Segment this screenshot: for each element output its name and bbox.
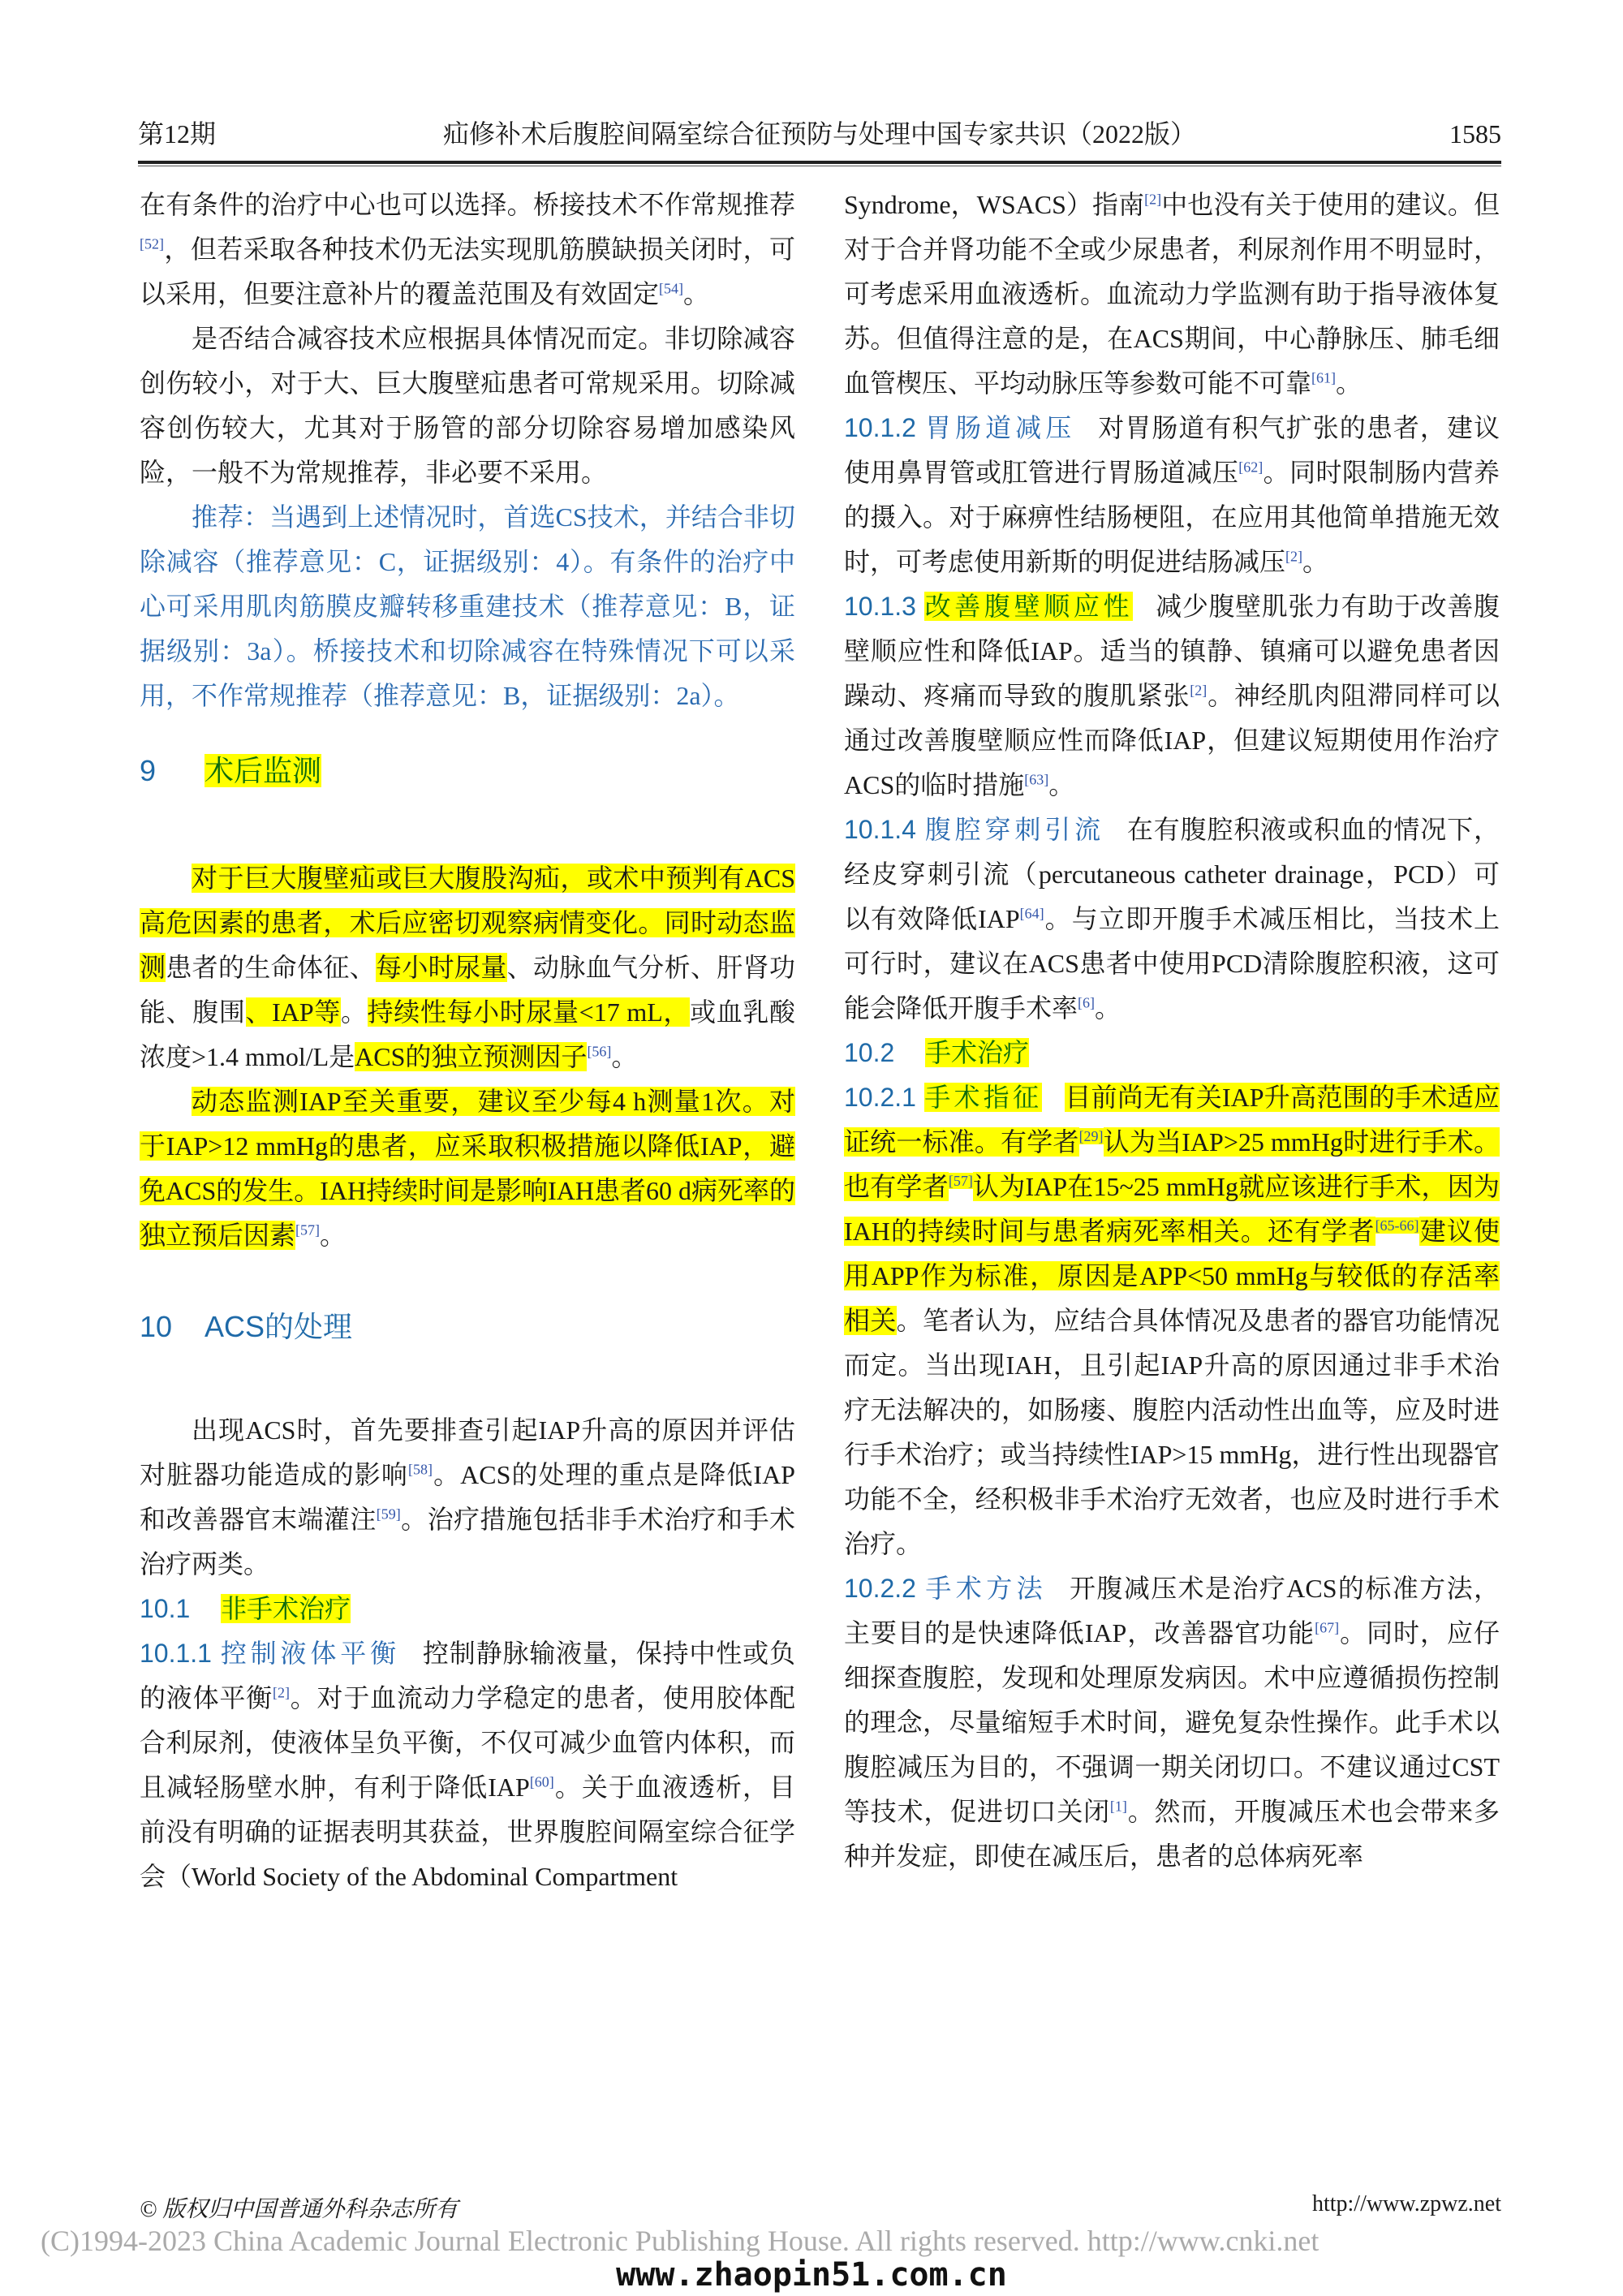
subsubsection-number: 10.1.1 bbox=[140, 1639, 212, 1668]
citation[interactable]: [62] bbox=[1238, 459, 1264, 476]
citation[interactable]: [67] bbox=[1315, 1619, 1340, 1636]
text: ，但若采取各种技术仍无法实现肌筋膜缺损关闭时，可以采用，但要注意补片的覆盖范围及有效固定 bbox=[140, 235, 795, 308]
citation[interactable]: [29] bbox=[1078, 1128, 1104, 1145]
citation[interactable]: [52] bbox=[140, 235, 164, 252]
highlighted-text: 每小时尿量 bbox=[376, 953, 507, 982]
copyright-notice: © 版权归中国普通外科杂志所有 bbox=[140, 2197, 458, 2222]
paragraph-10-1-4 bbox=[844, 808, 1500, 1031]
text: 。 bbox=[1336, 368, 1363, 398]
text: 。 bbox=[1302, 547, 1329, 576]
text: 在有腹腔积液或积血的情况下，经皮穿刺引流（percutaneous catheter drainage，PCD）可以有效降低IAP bbox=[844, 815, 1500, 933]
text: 。 bbox=[1095, 993, 1121, 1023]
section-heading-9 bbox=[140, 751, 795, 791]
cnki-copyright-watermark: (C)1994-2023 China Academic Journal Electronic Publishing House. All rights reserved. http://www.cnki.net bbox=[41, 2225, 1319, 2257]
text: 中也没有关于使用的建议。但对于合并肾功能不全或少尿患者，利尿剂作用不明显时，可考虑采用血液透析。血流动力学监测有助于指导液体复苏。但值得注意的是，在ACS期间，中心静脉压、肺毛细血管楔压、平均动脉压等参数可能不可靠 bbox=[844, 190, 1500, 398]
text: 开腹减压术是治疗ACS的标准方法，主要目的是快速降低IAP，改善器官功能 bbox=[844, 1574, 1500, 1648]
highlighted-text: 认为当IAP>25 mmHg时进行手术。也有学者 bbox=[844, 1127, 1500, 1201]
highlighted-text: 对于巨大腹壁疝或巨大腹股沟疝，或术中预判有ACS高危因素的患者 bbox=[140, 864, 795, 937]
paragraph bbox=[140, 183, 795, 317]
running-header bbox=[138, 118, 1501, 158]
section-title: ACS的处理 bbox=[204, 1310, 353, 1343]
text: 出现ACS时，首先要排查引起IAP升高的原因并评估对脏器功能造成的影响 bbox=[140, 1415, 795, 1489]
highlighted-text: 目前尚无有关IAP升高范围的手术适应证统一标准。有学者 bbox=[844, 1083, 1500, 1157]
paragraph bbox=[844, 183, 1500, 406]
text: 控制静脉输液量，保持中性或负的液体平衡 bbox=[140, 1639, 795, 1712]
site-watermark: www.zhaopin51.com.cn bbox=[616, 2256, 1007, 2294]
paragraph-10-2-2 bbox=[844, 1566, 1500, 1879]
section-number: 9 bbox=[140, 754, 157, 787]
subsubsection-title: 胃肠道减压 bbox=[923, 413, 1076, 442]
section-heading-10 bbox=[140, 1307, 795, 1347]
subsubsection-title: 改善腹壁顺应性 bbox=[923, 592, 1134, 621]
citation[interactable]: [60] bbox=[529, 1773, 554, 1790]
citation[interactable]: [56] bbox=[587, 1043, 612, 1060]
citation[interactable]: [63] bbox=[1024, 771, 1049, 788]
highlighted-text: ，术后应密切观察病情变化。同时动态监测 bbox=[140, 908, 795, 982]
text: 或血乳酸浓度>1.4 mmol/L是 bbox=[140, 997, 795, 1071]
text: 减少腹壁肌张力有助于改善腹壁顺应性和降低IAP。适当的镇静、镇痛可以避免患者因躁动、疼痛而导致的腹肌紧张 bbox=[844, 592, 1500, 710]
paragraph bbox=[140, 1408, 795, 1587]
recommendation-box: 推荐：当遇到上述情况时，首选CS技术，并结合非切除减容（推荐意见：C，证据级别：4）。有条件的治疗中心可采用肌肉筋膜皮瓣转移重建技术（推荐意见：B，证据级别：3a）。桥接技术和切除减容在特殊情况下可以采用，不作常规推荐（推荐意见：B，证据级别：2a）。 bbox=[140, 502, 795, 710]
citation[interactable]: [2] bbox=[1285, 548, 1303, 565]
text: 。 bbox=[320, 1221, 347, 1250]
text: 、动脉血气分析、肝肾功能、腹围 bbox=[140, 953, 795, 1027]
subsection-number: 10.1 bbox=[140, 1594, 191, 1623]
text: 。同时，应仔细探查腹腔，发现和处理原发病因。术中应遵循损伤控制的理念，尽量缩短手术时间，避免复杂性操作。此手术以腹腔减压为目的，不强调一期关闭切口。不建议通过CST等技术，促进切口关闭 bbox=[844, 1618, 1500, 1826]
citation[interactable]: [2] bbox=[1144, 191, 1162, 208]
citation[interactable]: [2] bbox=[272, 1684, 290, 1701]
highlighted-text: ACS的独立预测因子 bbox=[355, 1042, 588, 1071]
text: 。同时限制肠内营养的摄入。对于麻痹性结肠梗阻，在应用其他简单措施无效时，可考虑使用新斯的明促进结肠减压 bbox=[844, 458, 1500, 576]
subsubsection-title: 手术方法 bbox=[923, 1574, 1048, 1603]
header-rule bbox=[138, 161, 1501, 164]
subsubsection-number: 10.2.2 bbox=[844, 1574, 916, 1603]
text: 。ACS的处理的重点是降低IAP和改善器官末端灌注 bbox=[140, 1460, 795, 1534]
journal-url-link[interactable]: http://www.zpwz.net bbox=[1311, 2191, 1501, 2216]
highlighted-text: 建议使用APP作为标准，原因是APP<50 mmHg与较低的存活率相关 bbox=[844, 1217, 1500, 1335]
issue-number: 第12期 bbox=[138, 119, 217, 149]
text: 。神经肌肉阻滞同样可以通过改善腹壁顺应性而降低IAP，但建议短期使用作治疗ACS的临时措施 bbox=[844, 681, 1500, 799]
citation[interactable]: [59] bbox=[376, 1506, 401, 1523]
text: Syndrome，WSACS）指南 bbox=[844, 190, 1145, 219]
page-number: 1585 bbox=[1449, 119, 1501, 149]
subsubsection-number: 10.1.3 bbox=[844, 592, 916, 621]
paragraph-10-1-1 bbox=[140, 1631, 795, 1899]
paragraph-10-1-3 bbox=[844, 584, 1500, 808]
subsection-heading-10-2 bbox=[844, 1031, 1500, 1075]
subsubsection-title: 控制液体平衡 bbox=[219, 1639, 400, 1668]
citation[interactable]: [2] bbox=[1190, 682, 1208, 699]
left-column bbox=[140, 183, 795, 1899]
citation[interactable]: [6] bbox=[1078, 994, 1096, 1011]
subsubsection-title: 腹腔穿刺引流 bbox=[923, 815, 1104, 844]
citation[interactable]: [61] bbox=[1311, 369, 1337, 386]
right-column bbox=[844, 183, 1500, 1879]
subsubsection-number: 10.2.1 bbox=[844, 1083, 916, 1112]
text: 对胃肠道有积气扩张的患者，建议使用鼻胃管或肛管进行胃肠道减压 bbox=[844, 413, 1500, 487]
section-number: 10 bbox=[140, 1310, 173, 1343]
citation[interactable]: [57] bbox=[295, 1221, 321, 1238]
subsubsection-number: 10.1.2 bbox=[844, 413, 916, 442]
subsubsection-title: 手术指征 bbox=[923, 1083, 1043, 1112]
journal-running-title: 疝修补术后腹腔间隔室综合征预防与处理中国专家共识（2022版） bbox=[442, 119, 1196, 149]
subsection-number: 10.2 bbox=[844, 1038, 895, 1067]
paragraph bbox=[140, 1079, 795, 1258]
text: 。治疗措施包括非手术治疗和手术治疗两类。 bbox=[140, 1505, 795, 1579]
citation[interactable]: [58] bbox=[407, 1461, 433, 1478]
text: 。对于血流动力学稳定的患者，使用胶体配合利尿剂，使液体呈负平衡，不仅可减少血管内体积，而且减轻肠壁水肿，有利于降低IAP bbox=[140, 1683, 795, 1802]
text: 患者的生命体征、 bbox=[166, 953, 376, 982]
text: 。 bbox=[341, 997, 368, 1027]
paragraph-10-1-2 bbox=[844, 406, 1500, 584]
citation[interactable]: [1] bbox=[1109, 1798, 1127, 1815]
paragraph bbox=[140, 856, 795, 1079]
citation[interactable]: [65-66] bbox=[1375, 1217, 1419, 1234]
citation[interactable]: [54] bbox=[659, 280, 684, 297]
text: 。关于血液透析，目前没有明确的证据表明其获益，世界腹腔间隔室综合征学会（World Society of the Abdominal Compartment bbox=[140, 1773, 795, 1891]
text: 。与立即开腹手术减压相比，当技术上可行时，建议在ACS患者中使用PCD清除腹腔积液，这可能会降低开腹手术率 bbox=[844, 904, 1500, 1023]
text: 在有条件的治疗中心也可以选择。桥接技术不作常规推荐 bbox=[140, 190, 795, 219]
section-title: 术后监测 bbox=[204, 754, 322, 787]
citation[interactable]: [57] bbox=[948, 1173, 973, 1190]
text: 。 bbox=[611, 1042, 638, 1071]
text: 。 bbox=[1048, 770, 1075, 799]
highlighted-text: 动态监测IAP至关重要，建议至少每4 h测量1次。对于IAP>12 mmHg的患者，应采取积极措施以降低IAP，避免ACS的发生。IAH持续时间是影响IAH患者60 d病死率的独立预后因素 bbox=[140, 1087, 796, 1250]
subsection-title: 非手术治疗 bbox=[221, 1594, 351, 1623]
highlighted-text: 持续性每小时尿量<17 mL， bbox=[367, 997, 691, 1027]
paragraph-10-2-1 bbox=[844, 1075, 1500, 1566]
paragraph: 是否结合减容技术应根据具体情况而定。非切除减容创伤较小，对于大、巨大腹壁疝患者可常规采用。切除减容创伤较大，尤其对于肠管的部分切除容易增加感染风险，一般不为常规推荐，非必要不采用。 bbox=[140, 324, 795, 487]
highlighted-text: 、IAP等 bbox=[245, 997, 341, 1027]
text: 。笔者认为，应结合具体情况及患者的器官功能情况而定。当出现IAH，且引起IAP升高的原因通过非手术治疗无法解决的，如肠瘘、腹腔内活动性出血等，应及时进行手术治疗；或当持续性IAP>15 mmHg，进行性出现器官功能不全，经积极非手术治疗无效者，也应及时进行手术治疗。 bbox=[844, 1306, 1500, 1558]
citation[interactable]: [64] bbox=[1019, 905, 1044, 922]
highlighted-text: 认为IAP在15~25 mmHg就应该进行手术，因为IAH的持续时间与患者病死率相关。还有学者 bbox=[844, 1172, 1500, 1246]
text: 。然而，开腹减压术也会带来多种并发症，即使在减压后，患者的总体病死率 bbox=[844, 1797, 1500, 1871]
text: 。 bbox=[683, 279, 710, 308]
subsection-title: 手术治疗 bbox=[925, 1038, 1030, 1067]
subsubsection-number: 10.1.4 bbox=[844, 815, 916, 844]
subsection-heading-10-1 bbox=[140, 1587, 795, 1631]
